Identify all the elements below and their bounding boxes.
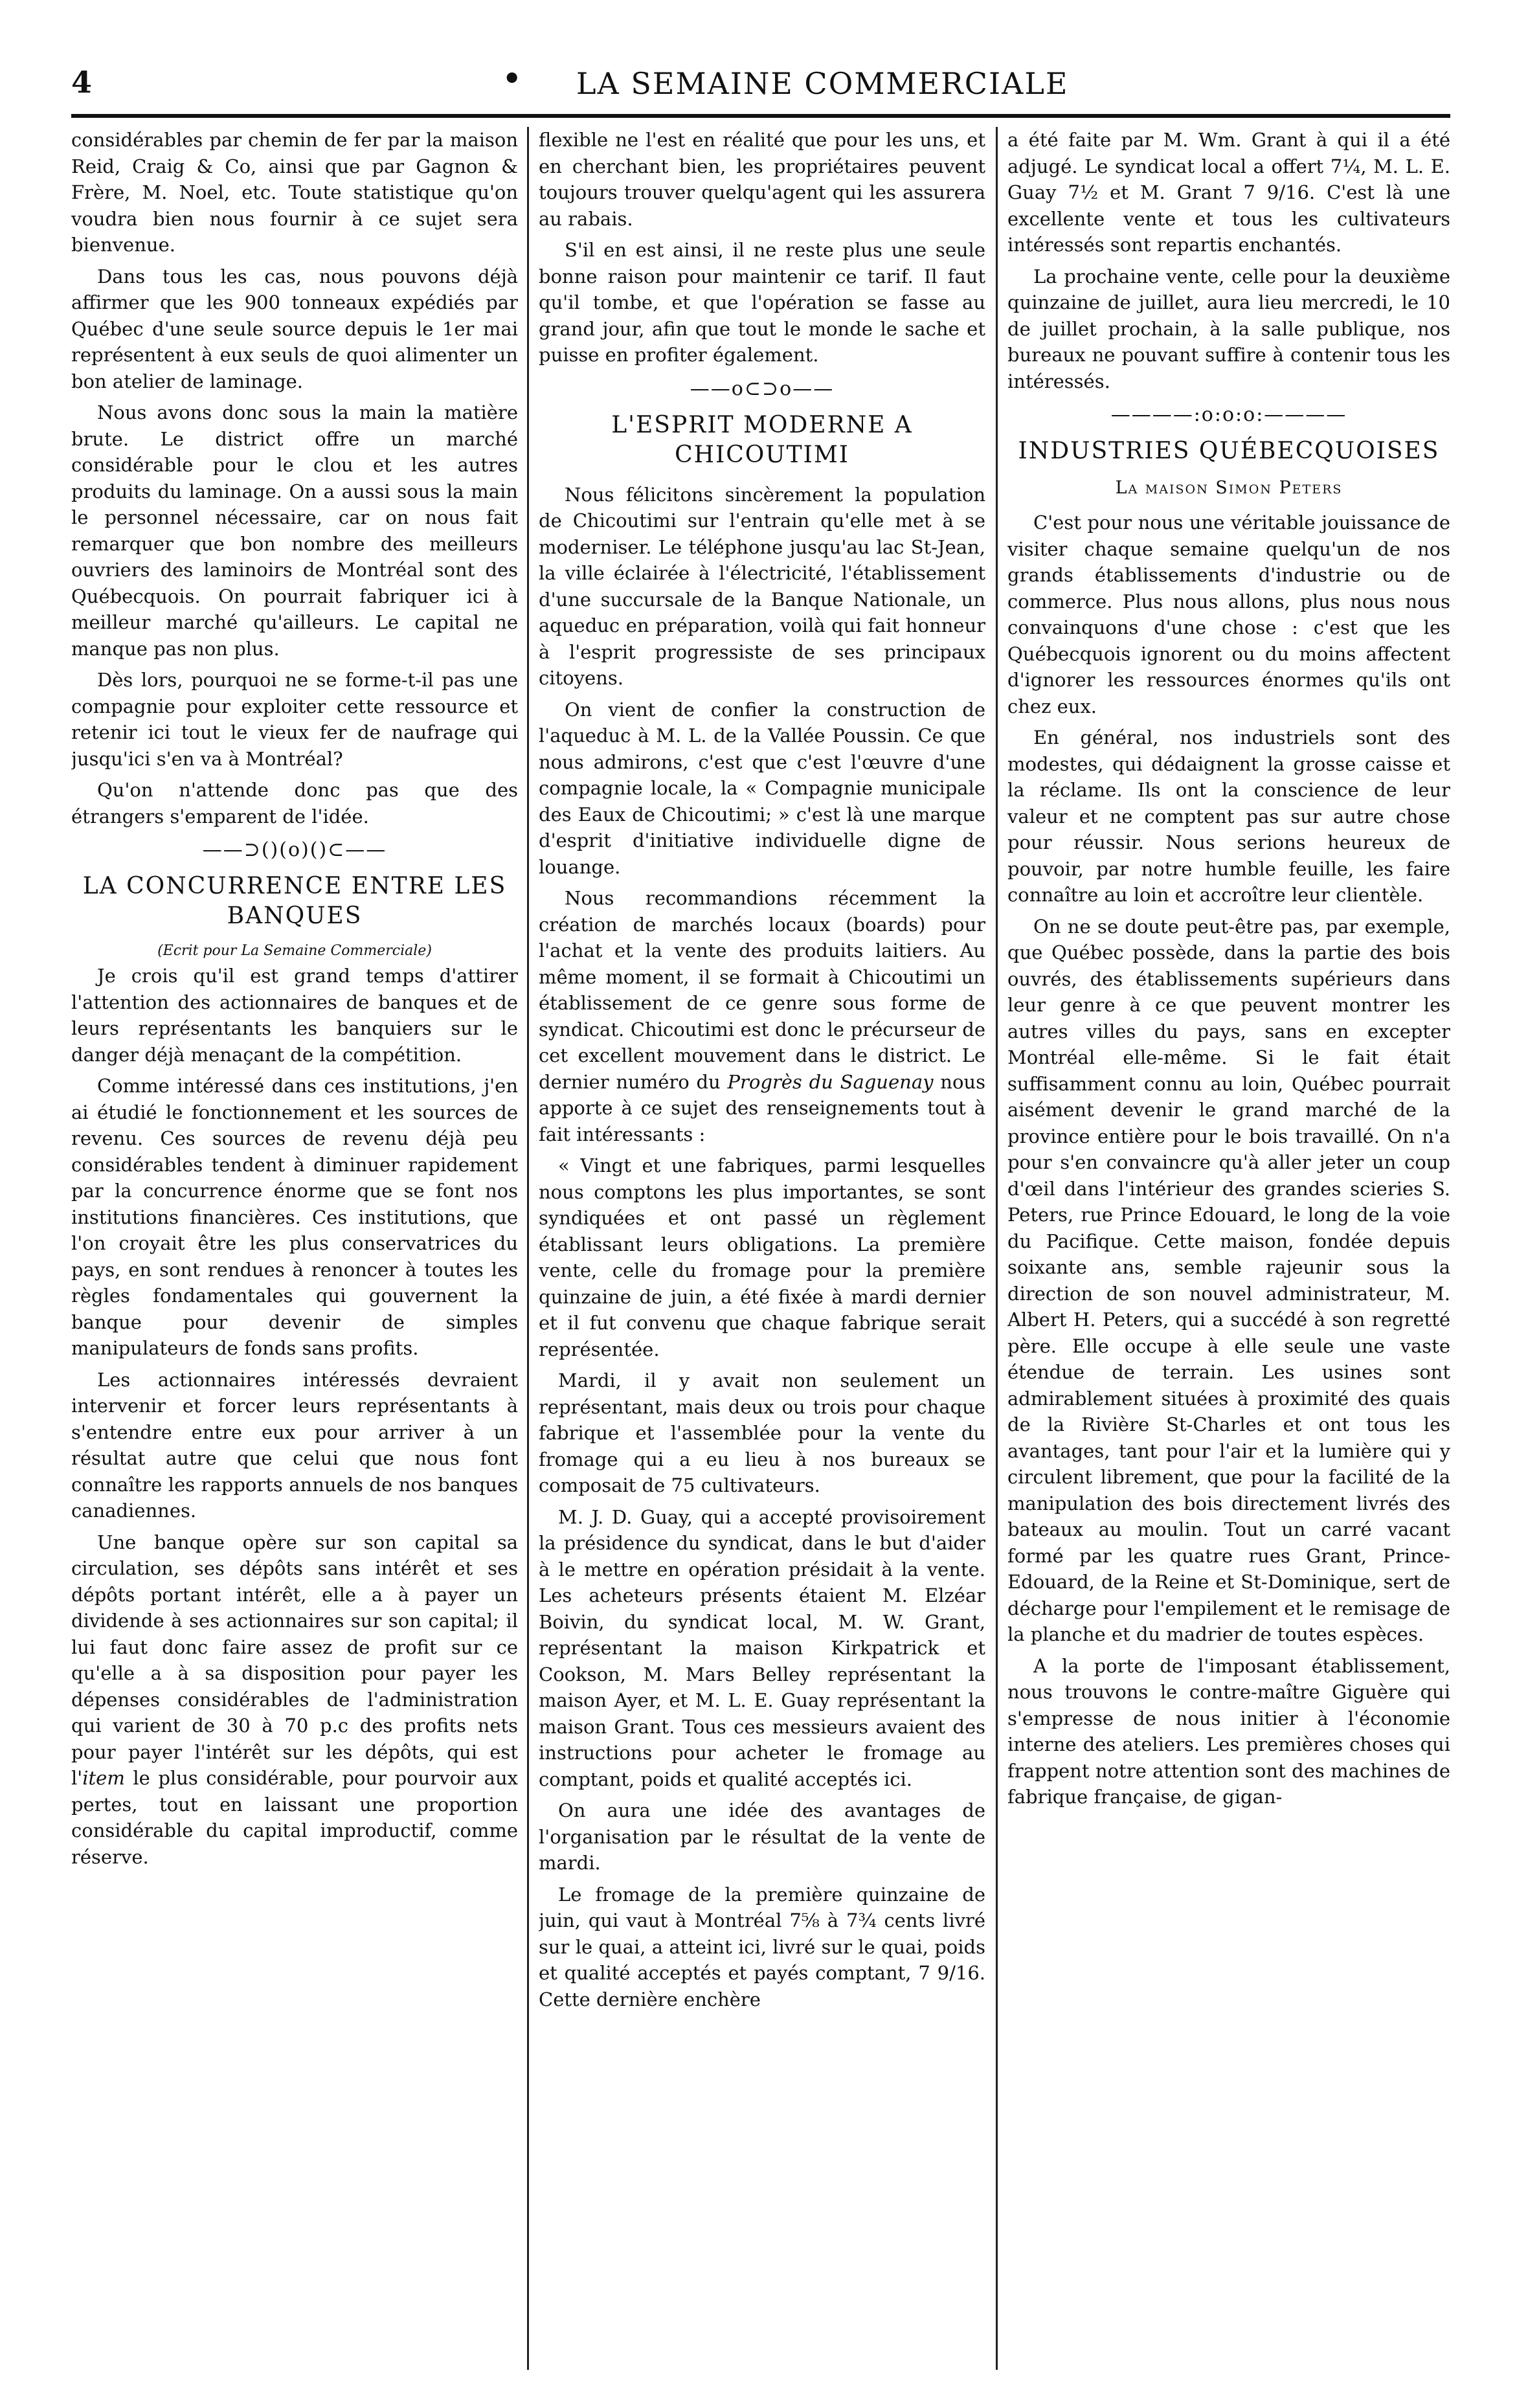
paragraph: La prochaine vente, celle pour la deuxième quinzaine de juillet, aura lieu mercredi, le 10 de juillet prochain, à la salle publique, nos bureaux ne pouvant suffire à contenir tous les intéressés.: [1007, 265, 1450, 392]
header-ornament: •: [502, 61, 522, 96]
paragraph: Dès lors, pourquoi ne se forme-t-il pas une compagnie pour exploiter cette ressource et retenir ici tout le vieux fer de naufrage qui jusqu'ici s'en va à Montréal?: [71, 669, 518, 770]
column-2: [539, 127, 985, 2370]
section-separator: ——o⊂⊃o——: [690, 377, 835, 400]
quoted-paragraph: On aura une idée des avantages de l'organisation par le résultat de la vente de mardi.: [539, 1799, 985, 1874]
paragraph-text: Une banque opère sur son capital sa circulation, ses dépôts sans intérêt et ses dépôts portant intérêt, elle a à payer un dividende à ses actionnaires sur son capital; il lui faut donc faire assez de profit sur ce qu'elle a à sa disposition pour payer les dépenses considérables de l'administration qui varient de 30 à 70 p.c des profits nets pour payer l'intérêt sur les dépôts, qui est l': [71, 1531, 518, 1789]
paragraph: considérables par chemin de fer par la maison Reid, Craig & Co, ainsi que par Gagnon & Frère, M. Noel, etc. Toute statistique qu'on voudra bien nous fournir à ce sujet sera bienvenue.: [71, 129, 518, 256]
byline-prefix: (Ecrit pour: [157, 943, 242, 959]
paragraph: A la porte de l'imposant établissement, nous trouvons le contre-maître Giguère qui s'empresse de nous initier à l'économie interne des ateliers. Les premières choses qui frappent notre attention sont des machines de fabrique française, de gigan-: [1007, 1654, 1450, 1808]
column-divider: [996, 127, 998, 2370]
article-headline: LA CONCURRENCE ENTRE LES BANQUES: [82, 873, 507, 929]
section-separator: ——⊃()(o)()⊂——: [202, 838, 387, 861]
paragraph: [71, 1529, 518, 1871]
paragraph: a été faite par M. Wm. Grant à qui il a été adjugé. Le syndicat local a offert 7¼, M. L. E. Guay 7½ et M. Grant 7 9/16. C'est là une excellente vente et tous les cultivateurs intéressés sont repartis enchantés.: [1007, 129, 1450, 256]
article-subheading: La maison Simon Peters: [1115, 478, 1343, 498]
paragraph: S'il en est ainsi, il ne reste plus une seule bonne raison pour maintenir ce tarif. Il faut qu'il tombe, et que l'opération se fasse au grand jour, afin que tout le monde le sache et puisse en profiter également.: [539, 239, 985, 366]
paragraph-text: le plus considérable, pour pourvoir aux pertes, tout en laissant une proportion considérable du capital improductif, comme réserve.: [71, 1767, 518, 1868]
byline-paper: La Semaine Commerciale: [241, 943, 427, 959]
quoted-paragraph: M. J. D. Guay, qui a accepté provisoirement la présidence du syndicat, dans le but d'aider à le mettre en opération présidait à la vente. Les acheteurs présents étaient M. Elzéar Boivin, du syndicat local, M. W. Grant, représentant la maison Kirkpatrick et Cookson, M. Mars Belley représentant la maison Ayer, et M. L. E. Guay représentant la maison Grant. Tous ces messieurs avaient des instructions pour acheter le fromage au comptant, poids et qualité acceptés ici.: [539, 1505, 985, 1790]
article-headline: L'ESPRIT MODERNE A CHICOUTIMI: [611, 411, 913, 468]
paragraph: C'est pour nous une véritable jouissance de visiter chaque semaine quelqu'un de nos grands établissements d'industrie ou de commerce. Plus nous allons, plus nous nous convainquons d'une chose : c'est que les Québecquois ignorent ou du moins affectent d'ignorer les ressources énormes qu'ils ont chez eux.: [1007, 512, 1450, 717]
quoted-paragraph: Mardi, il y avait non seulement un représentant, mais deux ou trois pour chaque fabrique et l'assemblée pour la vente du fromage qui a eu lieu à nos bureaux se composait de 75 cultivateurs.: [539, 1369, 985, 1496]
newspaper-title: LA SEMAINE COMMERCIALE: [576, 66, 1069, 101]
italic-word: item: [82, 1767, 125, 1789]
paragraph: Les actionnaires intéressés devraient intervenir et forcer leurs représentants à s'entendre entre eux pour arriver à un résultat autre que celui que nous font connaître les rapports annuels de nos banques canadiennes.: [71, 1368, 518, 1522]
page-number: 4: [71, 65, 93, 100]
newspaper-name: Progrès du Saguenay: [727, 1070, 934, 1093]
paragraph: Dans tous les cas, nous pouvons déjà affirmer que les 900 tonneaux expédiés par Québec d'une seule source depuis le 1er mai représentent à eux seuls de quoi alimenter un bon atelier de laminage.: [71, 265, 518, 392]
quoted-paragraph: « Vingt et une fabriques, parmi lesquelles nous comptons les plus importantes, se sont syndiquées et ont passé un règlement établissant leurs obligations. La première vente, celle du fromage pour la première quinzaine de juin, a été fixée à mardi dernier et il fut convenu que chaque fabrique serait représentée.: [539, 1154, 985, 1360]
paragraph: flexible ne l'est en réalité que pour les uns, et en cherchant bien, les propriétaires peuvent toujours trouver quelqu'agent qui les assurera au rabais.: [539, 129, 985, 230]
paragraph: Comme intéressé dans ces institutions, j'en ai étudié le fonctionnement et les sources de revenu. Ces sources de revenu déjà peu considérables tendent à diminuer rapidement par la concurrence énorme que se font nos institutions financières. Ces institutions, que l'on croyait être les plus conservatrices du pays, en sont rendues à renoncer à toutes les règles fondamentales qui gouvernent la banque pour devenir de simples manipulateurs de fonds sans profits.: [71, 1075, 518, 1359]
section-separator: ————:o:o:o:————: [1110, 403, 1347, 426]
paragraph: Qu'on n'attende donc pas que des étrangers s'emparent de l'idée.: [71, 779, 518, 827]
paragraph: Je crois qu'il est grand temps d'attirer l'attention des actionnaires de banques et de leurs représentants les banquiers sur le danger déjà menaçant de la compétition.: [71, 965, 518, 1066]
paragraph: On ne se doute peut-être pas, par exemple, que Québec possède, dans la partie des bois ouvrés, des établissements supérieurs dans leur genre à ce que peuvent montrer les autres villes du pays, sans en excepter Montréal elle-même. Si le fait était suffisamment connu au loin, Québec pourrait aisément devenir le grand marché de la province entière pour le bois travaillé. On n'a pour s'en convaincre qu'à aller jeter un coup d'œil dans l'intérieur des grandes scieries S. Peters, rue Prince Edouard, le long de la voie du Pacifique. Cette maison, fondée depuis soixante ans, semble rajeunir sous la direction de son nouvel administrateur, M. Albert H. Peters, qui a succédé à son regretté père. Elle occupe à elle seule une vaste étendue de terrain. Les usines sont admirablement situées à proximité des quais de la Rivière St-Charles et ont tous les avantages, tant pour l'air et la lumière qui y circulent librement, que pour la facilité de la manipulation des bois directement livrés des bateaux au moulin. Tout un carré vacant formé par les quatre rues Grant, Prince-Edouard, de la Reine et St-Dominique, sert de décharge pour l'empilement et le remisage de la planche et du madrier de toutes espèces.: [1007, 915, 1450, 1645]
article-byline: [71, 943, 518, 959]
paragraph: On vient de confier la construction de l'aqueduc à M. L. de la Vallée Poussin. Ce que nous admirons, c'est que c'est l'œuvre d'une compagnie locale, la « Compagnie municipale des Eaux de Chicoutimi; » c'est là une marque d'esprit d'initiative individuelle digne de louange.: [539, 698, 985, 878]
byline-suffix: ): [426, 943, 432, 959]
paragraph: En général, nos industriels sont des modestes, qui dédaignent la grosse caisse et la réclame. Ils ont la conscience de leur valeur et ne comptent pas sur autre chose pour réussir. Nous serions heureux de pouvoir, par notre humble feuille, les faire connaître au loin et accroître leur clientèle.: [1007, 726, 1450, 906]
header-rule: [71, 114, 1450, 118]
paragraph-text: nous apporte à ce sujet des renseignements tout à fait intéressants :: [539, 1070, 985, 1145]
newspaper-page: [71, 61, 1450, 2370]
column-3: [1007, 127, 1450, 2370]
columns: [71, 127, 1450, 2370]
paragraph: Nous félicitons sincèrement la population de Chicoutimi sur l'entrain qu'elle met à se moderniser. Le téléphone jusqu'au lac St-Jean, la ville éclairée à l'électricité, l'établissement d'une succursale de la Banque Nationale, un aqueduc en préparation, voilà qui fait honneur à l'esprit progressiste de ses principaux citoyens.: [539, 483, 985, 689]
quoted-paragraph: Le fromage de la première quinzaine de juin, qui vaut à Montréal 7⅝ à 7¾ cents livré sur le quai, a atteint ici, livré sur le quai, poids et qualité acceptés et payés comptant, 7 9/16. Cette dernière enchère: [539, 1883, 985, 2010]
article-headline: INDUSTRIES QUÉBECQUOISES: [1018, 438, 1440, 464]
paragraph-text: Nous recommandions récemment la création de marchés locaux (boards) pour l'achat et la vente des produits laitiers. Au même moment, il se formait à Chicoutimi un établissement de ce genre sous forme de syndicat. Chicoutimi est donc le précurseur de cet excellent mouvement dans le district. Le dernier numéro du: [539, 887, 985, 1093]
paragraph: [539, 885, 985, 1147]
column-divider: [527, 127, 529, 2370]
column-1: [71, 127, 518, 2370]
paragraph: Nous avons donc sous la main la matière brute. Le district offre un marché considérable pour le clou et les autres produits du laminage. On a aussi sous la main le personnel nécessaire, car on nous fait remarquer que bon nombre des meilleurs ouvriers des laminoirs de Montréal sont des Québecquois. On pourrait fabriquer ici à meilleur marché qu'ailleurs. Le capital ne manque pas non plus.: [71, 401, 518, 660]
page-header: [71, 61, 1450, 111]
